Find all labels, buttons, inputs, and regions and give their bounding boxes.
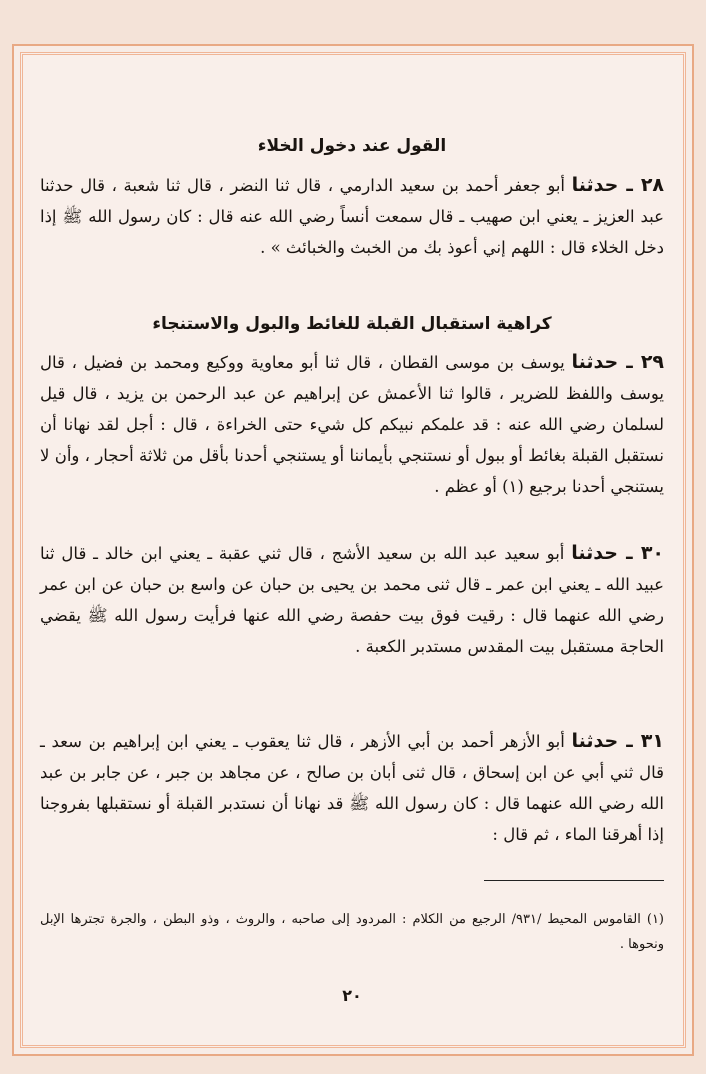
hadith-30-number: ٣٠ ـ حدثنا — [571, 542, 665, 564]
hadith-31 — [40, 726, 664, 850]
hadith-29 — [40, 347, 664, 502]
hadith-28 — [40, 170, 664, 263]
page-number: ٢٠ — [342, 986, 362, 1005]
section-heading-entering-toilet: القول عند دخول الخلاء — [257, 136, 447, 156]
hadith-29-text: يوسف بن موسى القطان ، قال ثنا أبو معاوية ووكيع ومحمد بن فضيل ، قال يوسف واللفظ للضرير ، قالوا ثنا الأعمش عن إبراهيم عن عبد الرحمن بن يزيد ، قال قيل لسلمان رضي الله عنه : قد علمكم نبيكم كل شيء حتى الخراءة ، قال : أجل لقد نهانا أن نستقبل القبلة بغائط أو ببول أو نستنجي بأيماننا أو يستنجي أحدنا بأقل من ثلاثة أحجار ، وأن لا يستنجي أحدنا برجيع (١) أو عظم . — [40, 353, 664, 496]
hadith-31-text: أبو الأزهر أحمد بن أبي الأزهر ، قال ثنا يعقوب ـ يعني ابن إبراهيم بن سعد ـ قال ثني أبي عن ابن إسحاق ، قال ثنى أبان بن صالح ، عن مجاهد بن جبر ، عن جابر بن عبد الله رضي الله عنهما قال : كان رسول الله ﷺ قد نهانا أن نستدبر القبلة أو نستقبلها بفروجنا إذا أهرقنا الماء ، ثم قال : — [40, 732, 664, 844]
hadith-28-number: ٢٨ ـ حدثنا — [571, 174, 665, 196]
hadith-29-number: ٢٩ ـ حدثنا — [571, 351, 665, 373]
hadith-30-text: أبو سعيد عبد الله بن سعيد الأشج ، قال ثني عقبة ـ يعني ابن خالد ـ قال ثنا عبيد الله ـ يعني ابن عمر ـ قال ثنى محمد بن يحيى بن حبان عن واسع بن حبان عن ابن عمر رضي الله عنهما قال : رقيت فوق بيت حفصة رضي الله عنها فرأيت رسول الله ﷺ يقضي الحاجة مستقبل بيت المقدس مستدبر الكعبة . — [40, 544, 664, 656]
section-heading-qibla: كراهية استقبال القبلة للغائط والبول والاستنجاء — [152, 314, 552, 334]
hadith-28-text: أبو جعفر أحمد بن سعيد الدارمي ، قال ثنا النضر ، قال ثنا شعبة ، قال حدثنا عبد العزيز ـ يعني ابن صهيب ـ قال سمعت أنساً رضي الله عنه قال : كان رسول الله ﷺ إذا دخل الخلاء قال : اللهم إني أعوذ بك من الخبث والخبائث » . — [40, 176, 664, 257]
footnote: (١) القاموس المحيط /٩٣١/ الرجيع من الكلام : المردود إلى صاحبه ، والروث ، وذو البطن ، والجرة تجترها الإبل ونحوها . — [40, 912, 664, 952]
hadith-31-number: ٣١ ـ حدثنا — [571, 730, 664, 752]
hadith-30 — [40, 538, 664, 662]
footnote-separator — [484, 880, 664, 881]
